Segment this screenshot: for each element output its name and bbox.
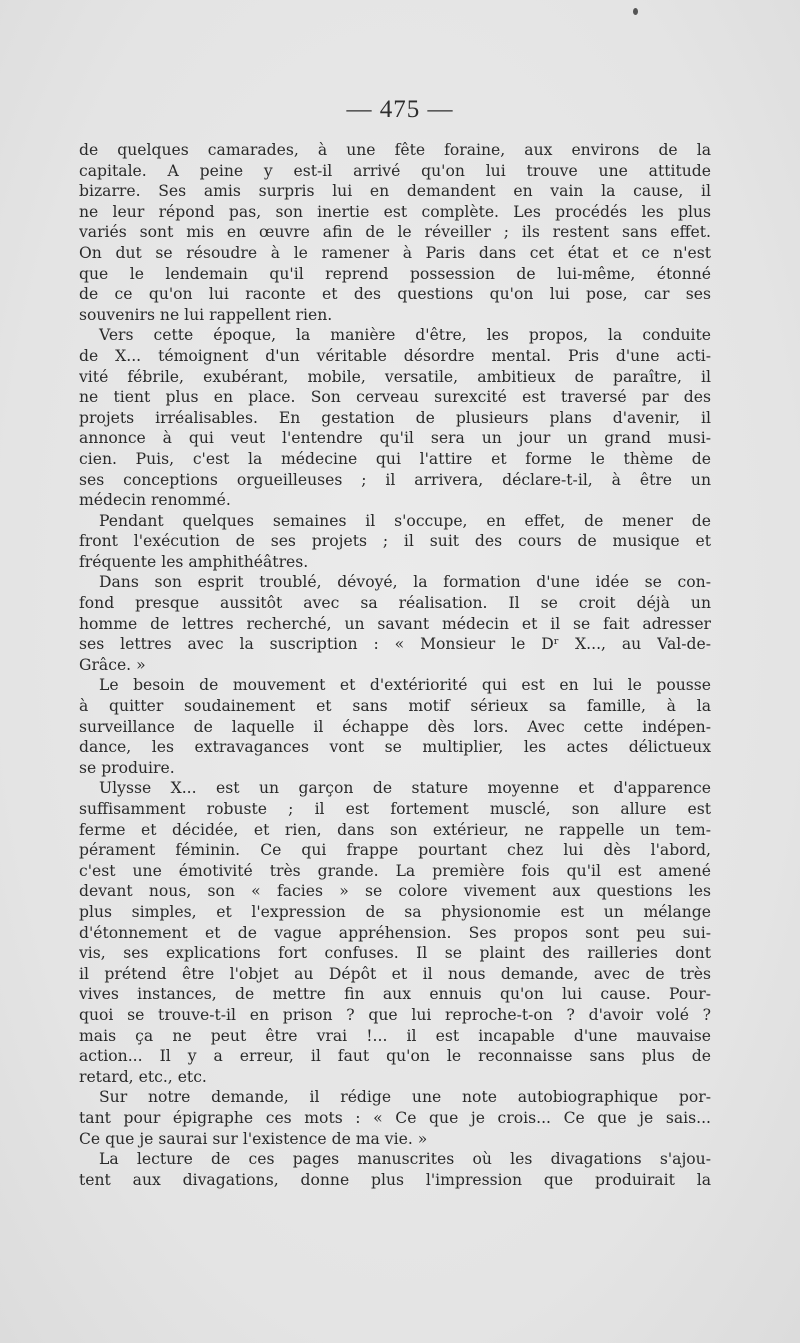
text-line: ses lettres avec la suscription : « Monsieur le Dʳ X..., au Val-de- [79,635,711,654]
text-line: d'étonnement et de vague appréhension. Ses propos sont peu sui- [79,923,711,942]
text-line: Le besoin de mouvement et d'extériorité qui est en lui le pousse [99,676,711,695]
text-line: ses conceptions orgueilleuses ; il arrivera, déclare-t-il, à être un [79,470,711,489]
text-line: cien. Puis, c'est la médecine qui l'attire et forme le thème de [79,449,711,468]
text-line: quoi se trouve-t-il en prison ? que lui reproche-t-on ? d'avoir volé ? [79,1005,711,1024]
text-line: homme de lettres recherché, un savant médecin et il se fait adresser [79,614,711,633]
text-line: La lecture de ces pages manuscrites où les divagations s'ajou- [99,1150,711,1169]
text-line: Dans son esprit troublé, dévoyé, la formation d'une idée se con- [99,573,711,592]
text-line: annonce à qui veut l'entendre qu'il sera un jour un grand musi- [79,429,711,448]
text-line: médecin renommé. [79,491,231,510]
text-line: variés sont mis en œuvre afin de le réveiller ; ils restent sans effet. [79,223,711,242]
text-line: bizarre. Ses amis surpris lui en demandent en vain la cause, il [79,182,711,201]
text-line: Ce que je saurai sur l'existence de ma vie. » [79,1129,428,1148]
text-line: vives instances, de mettre fin aux ennuis qu'on lui cause. Pour- [79,985,711,1004]
text-line: Pendant quelques semaines il s'occupe, en effet, de mener de [99,511,711,530]
text-line: projets irréalisables. En gestation de plusieurs plans d'avenir, il [79,408,711,427]
text-line: dance, les extravagances vont se multiplier, les actes délictueux [79,738,711,757]
page-number: — 475 — [346,96,454,123]
text-line: ferme et décidée, et rien, dans son extérieur, ne rappelle un tem- [79,820,711,839]
text-line: souvenirs ne lui rappellent rien. [79,305,333,324]
text-line: tent aux divagations, donne plus l'impression que produirait la [79,1170,711,1189]
text-line: Ulysse X... est un garçon de stature moyenne et d'apparence [99,779,711,798]
text-line: Vers cette époque, la manière d'être, les propos, la conduite [99,326,711,345]
text-line: de quelques camarades, à une fête foraine, aux environs de la [79,141,711,159]
text-line: retard, etc., etc. [79,1067,207,1086]
text-line: Grâce. » [79,655,146,674]
ink-speck [633,8,638,15]
text-line: plus simples, et l'expression de sa physionomie est un mélange [79,902,711,921]
text-line: On dut se résoudre à le ramener à Paris dans cet état et ce n'est [79,243,711,262]
text-line: front l'exécution de ses projets ; il suit des cours de musique et [79,532,711,551]
text-line: capitale. A peine y est-il arrivé qu'on lui trouve une attitude [79,161,711,180]
text-line: suffisamment robuste ; il est fortement musclé, son allure est [79,800,711,818]
text-line: pérament féminin. Ce qui frappe pourtant chez lui dès l'abord, [79,841,711,860]
text-line: Sur notre demande, il rédige une note autobiographique por- [99,1088,711,1107]
text-line: tant pour épigraphe ces mots : « Ce que je crois... Ce que je sais... [79,1108,711,1127]
text-line: vis, ses explications fort confuses. Il se plaint des railleries dont [79,944,711,963]
text-line: surveillance de laquelle il échappe dès lors. Avec cette indépen- [79,717,711,736]
text-line: de X... témoignent d'un véritable désordre mental. Pris d'une acti- [79,346,711,365]
text-line: vité fébrile, exubérant, mobile, versatile, ambitieux de paraître, il [79,367,711,386]
text-line: de ce qu'on lui raconte et des questions qu'on lui pose, car ses [79,285,711,304]
body-text [79,140,711,1190]
text-line: fréquente les amphithéâtres. [79,552,309,571]
text-line: il prétend être l'objet au Dépôt et il nous demande, avec de très [79,964,711,983]
text-line: c'est une émotivité très grande. La première fois qu'il est amené [79,861,711,880]
text-line: mais ça ne peut être vrai !... il est incapable d'une mauvaise [79,1026,711,1045]
text-line: action... Il y a erreur, il faut qu'on le reconnaisse sans plus de [79,1047,711,1066]
text-line: ne leur répond pas, son inertie est complète. Les procédés les plus [79,202,711,221]
text-line: ne tient plus en place. Son cerveau surexcité est traversé par des [79,388,711,407]
text-line: fond presque aussitôt avec sa réalisation. Il se croit déjà un [79,594,711,613]
text-line: devant nous, son « facies » se colore vivement aux questions les [79,882,711,901]
text-line: se produire. [79,758,175,777]
text-line: à quitter soudainement et sans motif sérieux sa famille, à la [79,697,711,716]
text-line: que le lendemain qu'il reprend possession de lui-même, étonné [79,264,711,283]
